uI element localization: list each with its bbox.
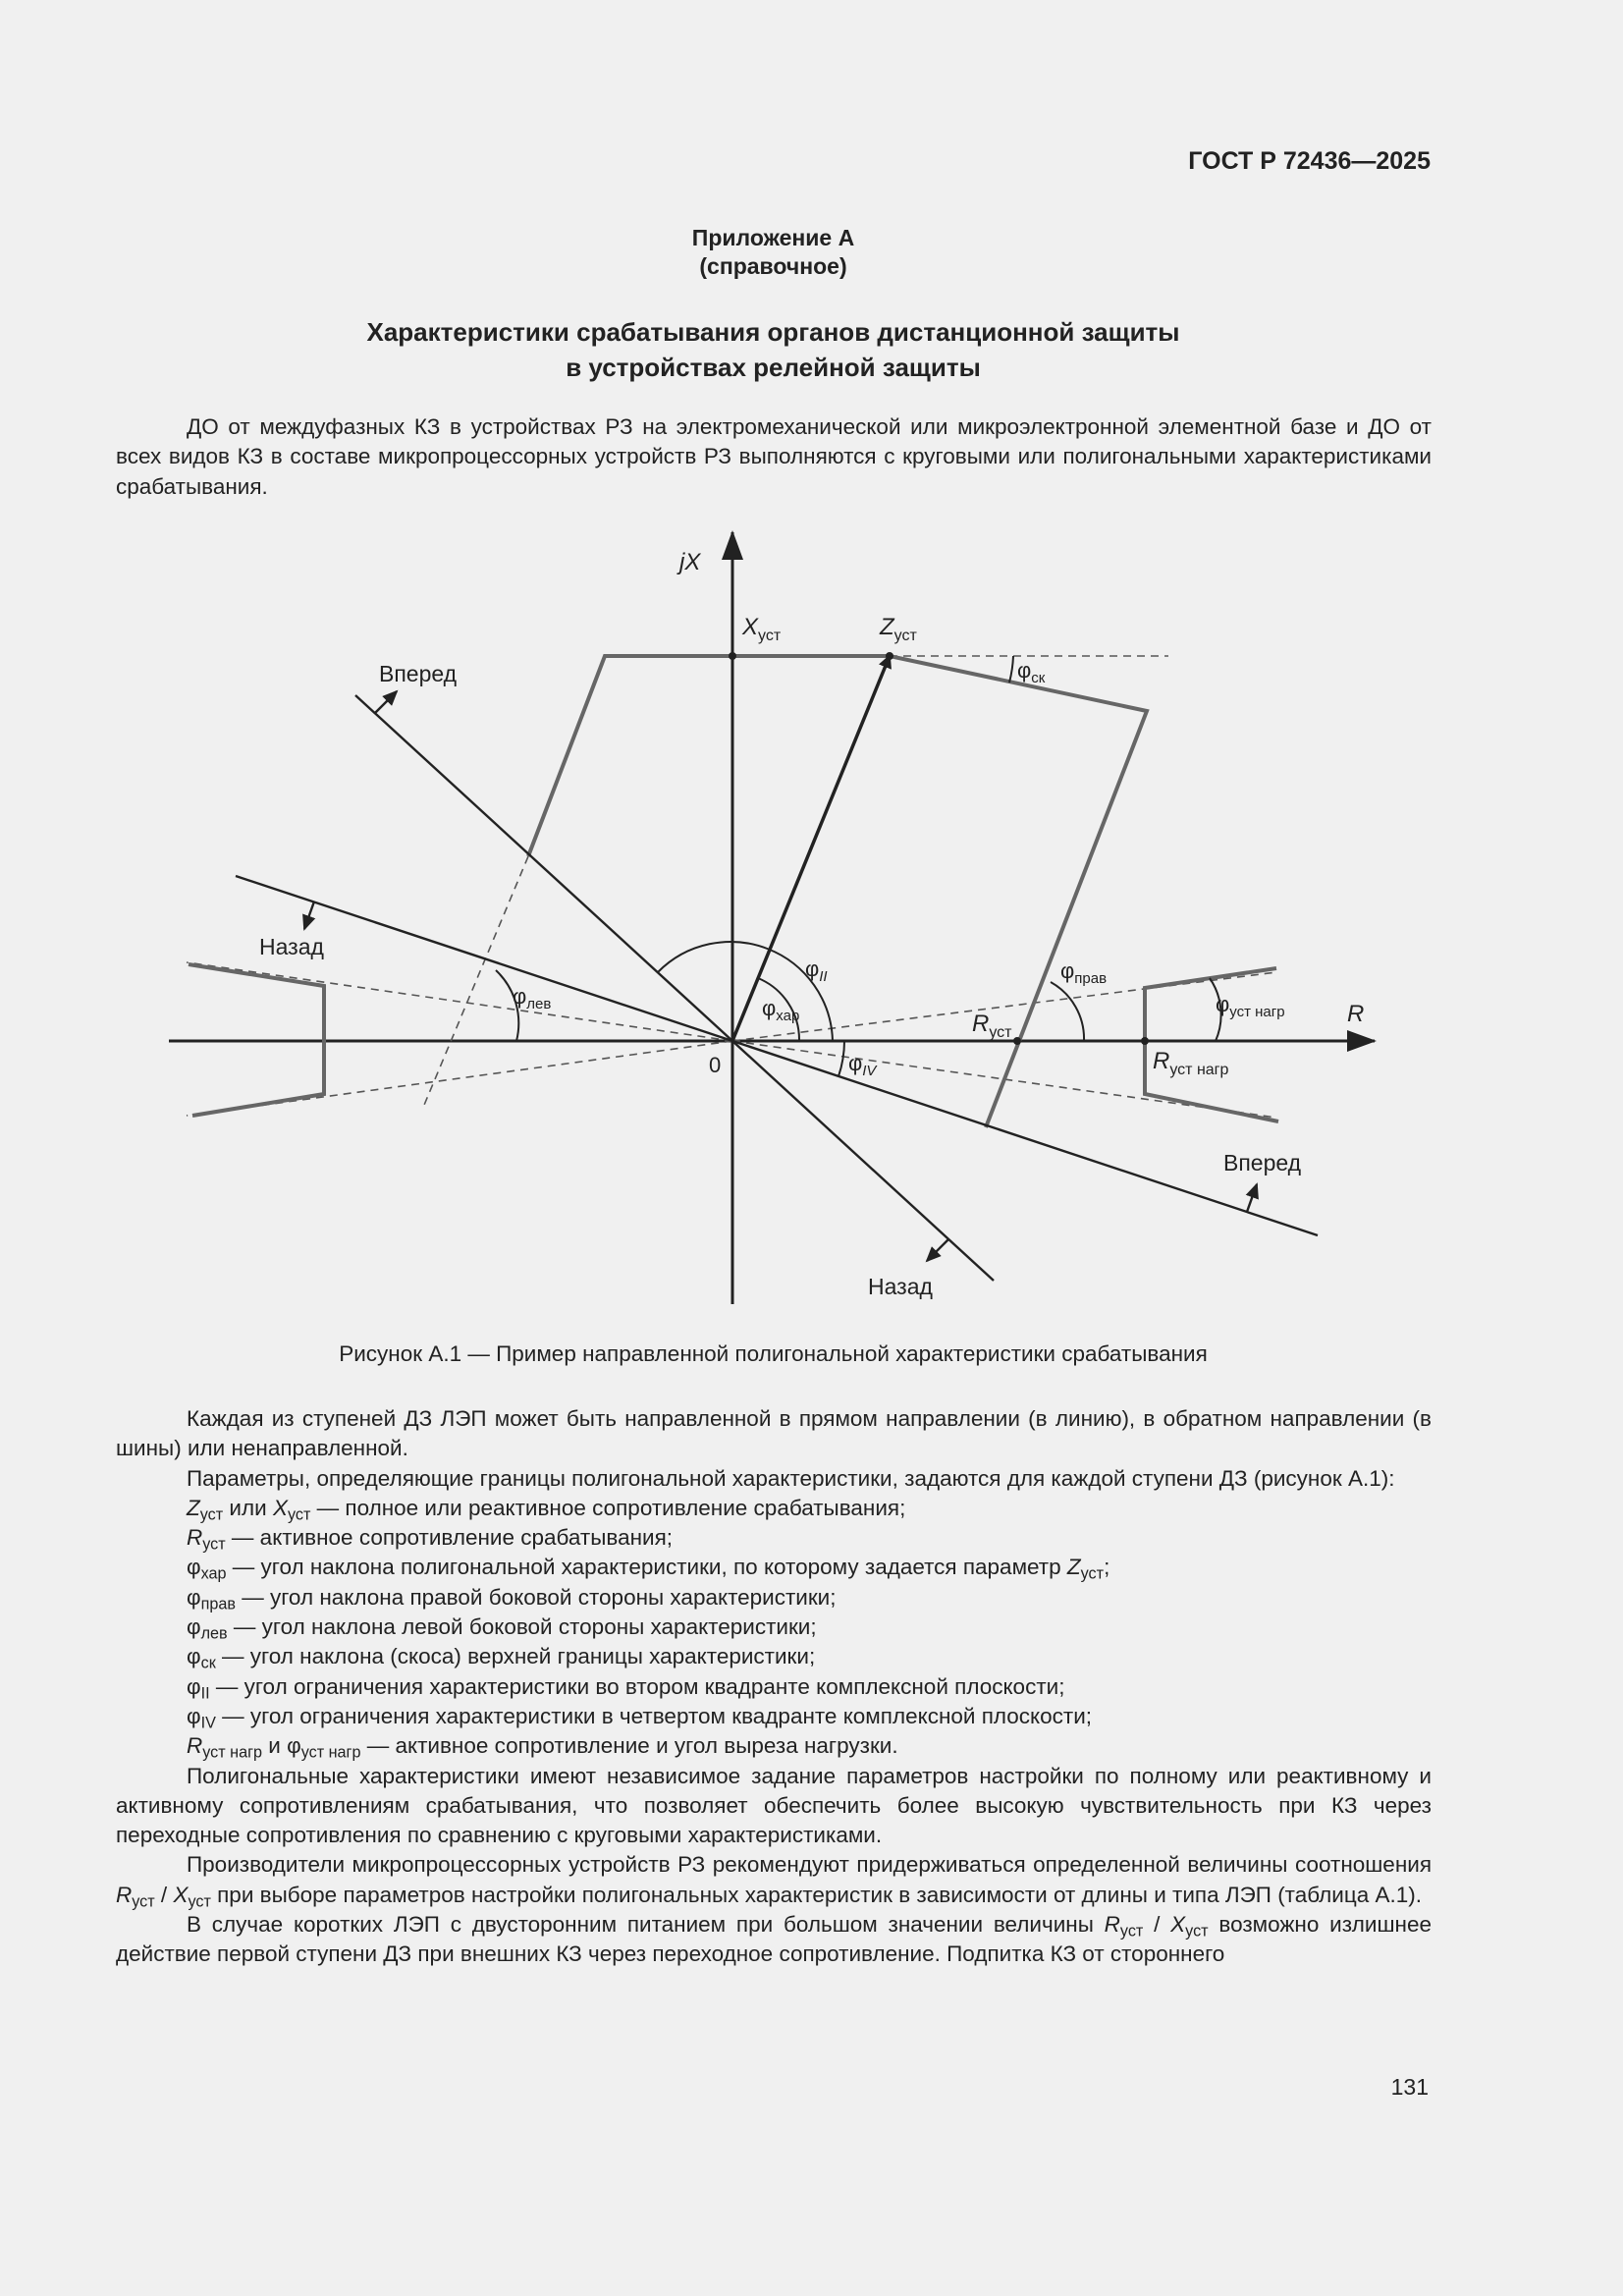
phi-IV-arc: [839, 1041, 844, 1076]
vpered-top-arrow: [375, 691, 397, 713]
phi-prav-label: $\varphi_{прав}$: [1060, 958, 1108, 987]
x-ust-label: $X_{уст}$: [742, 614, 782, 644]
phi-sk-arc: [1009, 656, 1013, 683]
appendix-label: Приложение А: [691, 225, 855, 250]
body-paragraph-4: Производители микропроцессорных устройств РЗ рекомендуют придерживаться определенной величины соотношения $R_{уст} / X_{уст}$ при выборе параметров настройки полигональных характеристик в зависимости от длины и типа ЛЭП (таблица А.1).: [116, 1852, 1432, 1911]
z-ust-label: $Z_{уст}$: [880, 614, 917, 644]
document-code: ГОСТ Р 72436—2025: [1188, 147, 1431, 175]
phi-ust-nagr-label: $\varphi_{уст нагр}$: [1216, 992, 1285, 1020]
nazad-left-label: Назад: [259, 934, 324, 959]
phi-sk-label: $\varphi_{ск}$: [1017, 658, 1046, 686]
definition-z-x-ust: $Z_{уст}$ или $X_{уст}$ — полное или реактивное сопротивление срабатывания;: [187, 1495, 906, 1524]
definition-r-ust: $R_{уст}$ — активное сопротивление срабатывания;: [187, 1525, 674, 1554]
r-ust-label: $R_{уст}$: [972, 1011, 1012, 1041]
definition-phi-II: $\varphi_{II}$ — угол ограничения характеристики во втором квадранте комплексной плоскости;: [187, 1673, 1065, 1703]
body-paragraph-3: Полигональные характеристики имеют независимое задание параметров настройки по полному или реактивному и активному сопротивлениям срабатывания, что позволяет обеспечить более высокую чувствительность при КЗ через переходные сопротивления по сравнению с круговыми характеристиками.: [116, 1763, 1432, 1848]
figure-caption: Рисунок А.1 — Пример направленной полигональной характеристики срабатывания: [339, 1341, 1208, 1366]
definition-phi-sk: $\varphi_{ск}$ — угол наклона (скоса) верхней границы характеристики;: [187, 1644, 816, 1672]
r-ust-nagr-point: [1141, 1037, 1149, 1045]
phi-IV-label: $\varphi_{IV}$: [848, 1051, 877, 1079]
phi-prav-arc: [1051, 982, 1084, 1041]
body-paragraph-1: Каждая из ступеней ДЗ ЛЭП может быть направленной в прямом направлении (в линию), в обратном направлении (в шины) или ненаправленной.: [116, 1406, 1432, 1461]
definition-phi-khar: $\varphi_{хар}$ — угол наклона полигональной характеристики, по которому задается параметр $Z_{уст}$;: [187, 1555, 1110, 1584]
definition-load-cutout: $R_{уст нагр}$ и $\varphi_{уст нагр}$ — активное сопротивление и угол выреза нагрузки.: [187, 1733, 898, 1762]
z-ust-point: [886, 652, 893, 660]
body-paragraph-2: Параметры, определяющие границы полигональной характеристики, задаются для каждой ступени ДЗ (рисунок А.1):: [187, 1465, 1395, 1491]
right-load-cutout: [1145, 968, 1278, 1121]
appendix-title-line2: в устройствах релейной защиты: [566, 353, 981, 382]
nazad-left-arrow: [304, 902, 314, 929]
definition-phi-lev: $\varphi_{лев}$ — угол наклона левой боковой стороны характеристики;: [187, 1614, 817, 1643]
page-number: 131: [1390, 2074, 1429, 2100]
nazad-bottom-arrow: [927, 1239, 948, 1261]
direction-line-right: [732, 1041, 1318, 1235]
r-ust-point: [1013, 1037, 1021, 1045]
phi-II-label: $\varphi_{II}$: [805, 957, 828, 985]
appendix-type: (справочное): [699, 253, 847, 279]
definition-phi-prav: $\varphi_{прав}$ — угол наклона правой боковой стороны характеристики;: [187, 1584, 837, 1613]
definition-phi-IV: $\varphi_{IV}$ — угол ограничения характеристики в четвертом квадранте комплексной плоскости;: [187, 1703, 1093, 1732]
body-paragraph-5: В случае коротких ЛЭП с двусторонним питанием при большом значении величины $R_{уст} / X_{уст}$ возможно излишнее действие первой ступени ДЗ при внешних КЗ через переходное сопротивление. Подпитка КЗ от стороннего: [116, 1912, 1432, 1967]
jx-axis-label: jX: [679, 549, 701, 575]
phi-khar-label: $\varphi_{хар}$: [762, 996, 800, 1024]
vpered-right-arrow: [1247, 1184, 1257, 1212]
z-ust-vector: [732, 656, 890, 1041]
intro-text: ДО от междуфазных КЗ в устройствах РЗ на электромеханической или микроэлектронной элементной базе и ДО от всех видов КЗ в составе микропроцессорных устройств РЗ выполняются с круговыми или полигональными характеристиками срабатывания.: [116, 414, 1432, 499]
x-ust-point: [729, 652, 736, 660]
direction-line-upper: [355, 695, 732, 1041]
phi-lev-label: $\varphi_{лев}$: [513, 984, 552, 1012]
vpered-right-label: Вперед: [1223, 1150, 1302, 1175]
upper-load-dash: [187, 962, 732, 1041]
body-text: [116, 1404, 1432, 1970]
nazad-bottom-label: Назад: [868, 1274, 933, 1299]
r-axis-label: R: [1347, 1001, 1365, 1027]
appendix-title-line1: Характеристики срабатывания органов дистанционной защиты: [366, 317, 1180, 347]
origin-label: 0: [709, 1053, 722, 1077]
r-ust-nagr-label: $R_{уст нагр}$: [1153, 1048, 1229, 1078]
vpered-top-label: Вперед: [379, 661, 458, 686]
